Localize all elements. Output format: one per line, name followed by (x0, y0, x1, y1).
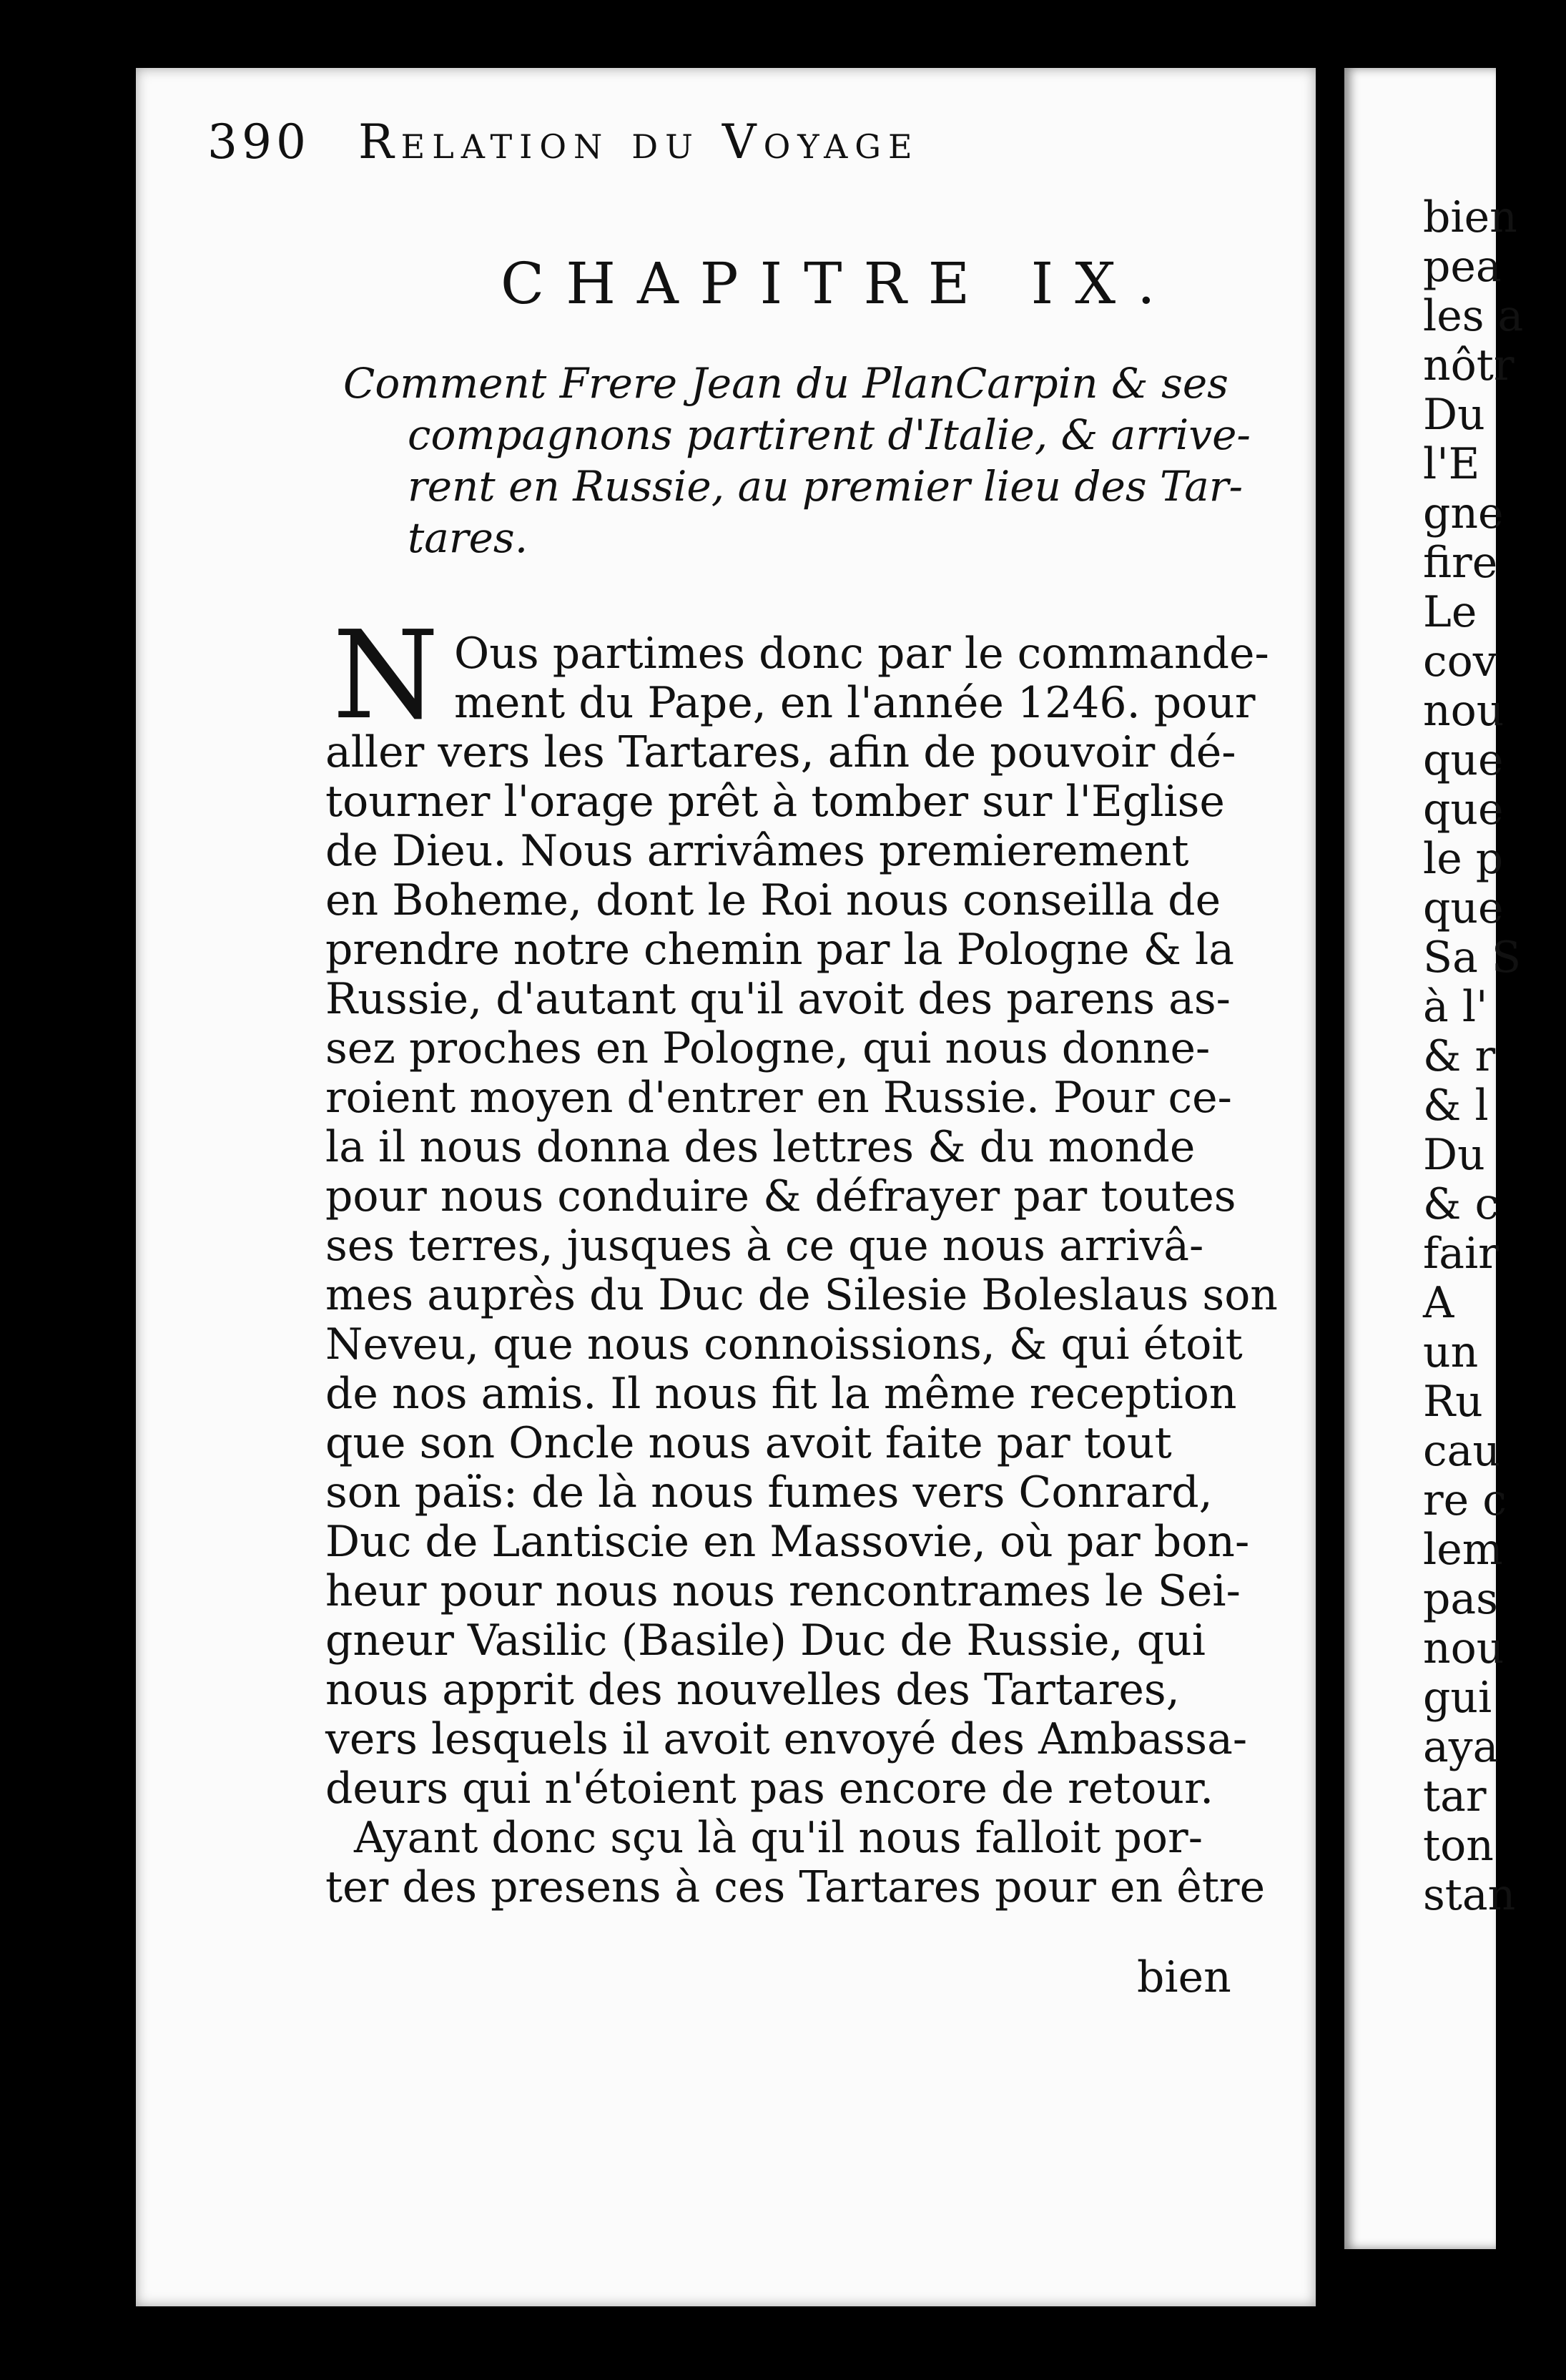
fragment-line: gne (1423, 488, 1504, 539)
fragment-line: les a (1423, 291, 1524, 341)
drop-cap: N (333, 605, 439, 747)
fragment-line: nou (1423, 1623, 1505, 1673)
body-line: Ayant donc sçu là qu'il nous falloit por- (354, 1813, 1203, 1863)
catchword: bien (1137, 1952, 1231, 2002)
fragment-line: que (1423, 735, 1504, 785)
fragment-line: que (1423, 883, 1504, 933)
fragment-line: Ru (1423, 1377, 1483, 1427)
body-line: Duc de Lantiscie en Massovie, où par bon- (325, 1517, 1250, 1567)
body-line: la il nous donna des lettres & du monde (325, 1122, 1196, 1172)
body-line: ment du Pape, en l'année 1246. pour (454, 678, 1256, 728)
body-line: de Dieu. Nous arrivâmes premierement (325, 826, 1189, 876)
body-line: heur pour nous nous rencontrames le Sei- (325, 1566, 1241, 1616)
fragment-line: & r (1423, 1031, 1496, 1081)
fragment-line: A (1423, 1278, 1454, 1328)
fragment-line: gui (1423, 1673, 1492, 1723)
body-line: pour nous conduire & défrayer par toutes (325, 1171, 1236, 1221)
fragment-line: nôtr (1423, 340, 1515, 390)
fragment-line: re c (1423, 1475, 1507, 1525)
body-text (325, 629, 1278, 1912)
body-line: ter des presens à ces Tartares pour en être (325, 1862, 1266, 1912)
body-line: deurs qui n'étoient pas encore de retour. (325, 1764, 1214, 1814)
body-line: son païs: de là nous fumes vers Conrard, (325, 1467, 1213, 1518)
summary-line: Comment Frere Jean du PlanCarpin & ses (343, 359, 1228, 408)
body-line: Ous partimes donc par le commande- (454, 629, 1269, 679)
body-line: nous apprit des nouvelles des Tartares, (325, 1665, 1180, 1715)
fragment-line: fire (1423, 538, 1498, 588)
body-line: gneur Vasilic (Basile) Duc de Russie, qui (325, 1616, 1206, 1666)
fragment-line: & c (1423, 1179, 1499, 1229)
fragment-line: lem (1423, 1525, 1503, 1575)
fragment-line: aya (1423, 1722, 1499, 1772)
fragment-line: Sa S (1423, 933, 1522, 983)
fragment-line: stan (1423, 1870, 1516, 1920)
fragment-line: le p (1423, 834, 1504, 884)
body-line: Russie, d'autant qu'il avoit des parens as- (325, 974, 1231, 1024)
summary-line: compagnons partirent d'Italie, & arrive- (408, 410, 1251, 459)
fragment-line: bien (1423, 192, 1517, 242)
body-line: en Boheme, dont le Roi nous conseilla de (325, 875, 1221, 925)
fragment-line: un (1423, 1327, 1479, 1377)
fragment-line: pas (1423, 1574, 1498, 1624)
chapter-summary (343, 358, 1273, 564)
body-line: sez proches en Pologne, qui nous donne- (325, 1023, 1211, 1073)
fragment-line: tar (1423, 1771, 1487, 1821)
page-header (207, 114, 1208, 179)
fragment-line: à l' (1423, 982, 1488, 1032)
page-number: 390 (207, 114, 310, 169)
body-line: de nos amis. Il nous fit la même reception (325, 1369, 1237, 1419)
fragment-line: l'E (1423, 439, 1480, 489)
right-page-fragments (1423, 193, 1566, 1920)
body-line: roient moyen d'entrer en Russie. Pour ce- (325, 1073, 1232, 1123)
summary-line: rent en Russie, au premier lieu des Tar- (408, 462, 1244, 511)
fragment-line: pea (1423, 242, 1502, 292)
body-line: vers lesquels il avoit envoyé des Ambassa- (325, 1714, 1248, 1764)
body-line: aller vers les Tartares, afin de pouvoir dé- (325, 727, 1236, 777)
body-line: mes auprès du Duc de Silesie Boleslaus son (325, 1270, 1278, 1320)
body-line: tourner l'orage prêt à tomber sur l'Eglise (325, 777, 1225, 827)
fragment-line: que (1423, 785, 1504, 835)
fragment-line: Du (1423, 390, 1485, 440)
fragment-line: & l (1423, 1081, 1489, 1131)
book-gutter (1316, 57, 1344, 2346)
running-title: Relation du Voyage (358, 114, 920, 169)
summary-line: tares. (408, 513, 528, 562)
fragment-line: fair (1423, 1229, 1499, 1279)
body-line: que son Oncle nous avoit faite par tout (325, 1418, 1172, 1468)
body-line: ses terres, jusques à ce que nous arrivâ- (325, 1221, 1204, 1271)
body-line: prendre notre chemin par la Pologne & la (325, 925, 1235, 975)
fragment-line: ton (1423, 1821, 1494, 1871)
body-line: Neveu, que nous connoissions, & qui étoit (325, 1319, 1243, 1370)
chapter-title: CHAPITRE IX. (501, 250, 1177, 317)
fragment-line: nou (1423, 686, 1505, 736)
fragment-line: Le (1423, 587, 1477, 637)
fragment-line: cau (1423, 1426, 1501, 1476)
fragment-line: cov (1423, 636, 1497, 687)
fragment-line: Du (1423, 1130, 1485, 1180)
